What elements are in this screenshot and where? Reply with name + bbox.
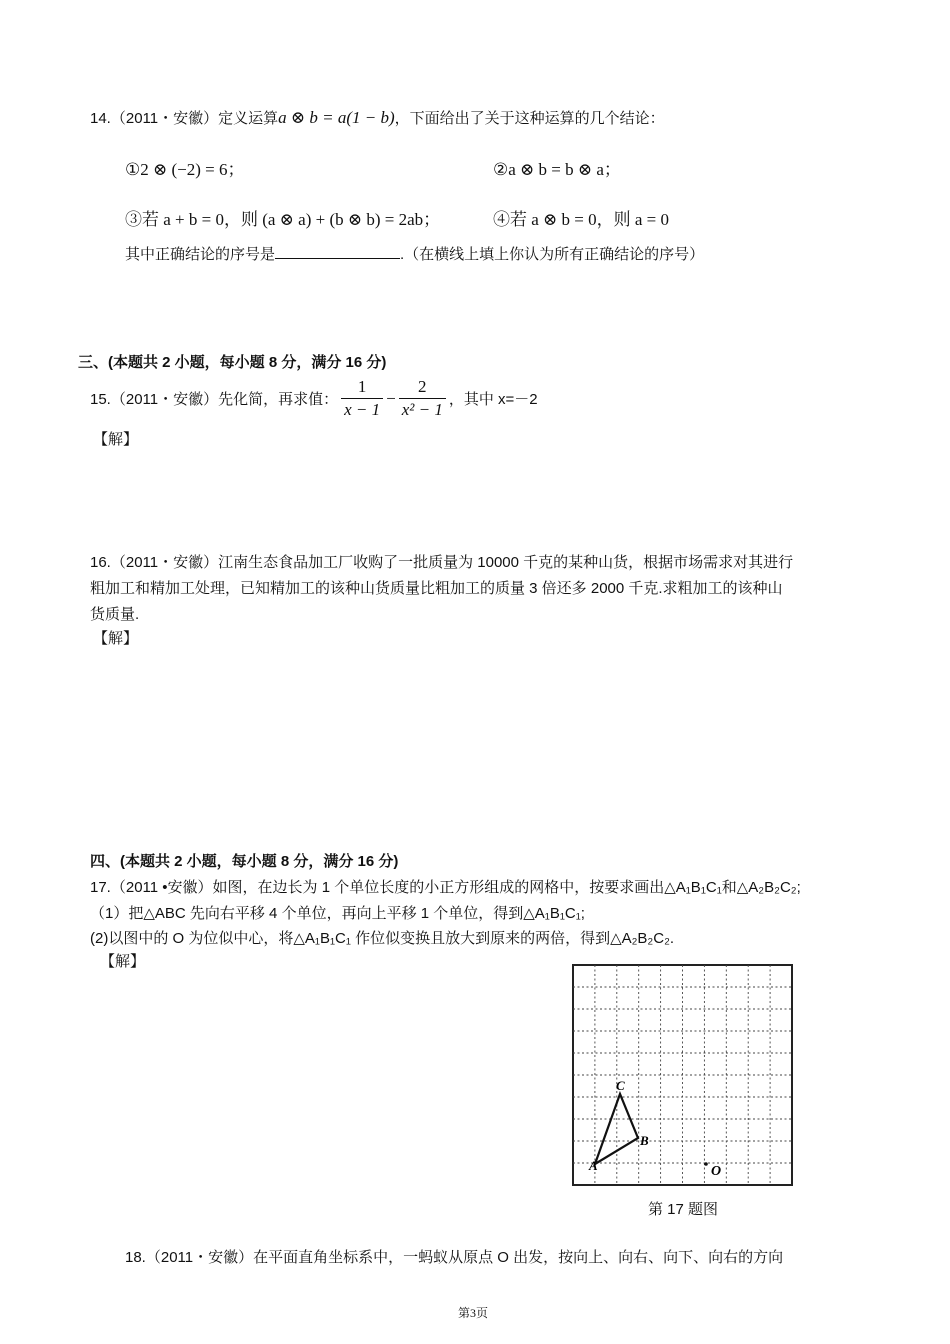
q14-prefix: 14.（2011・安徽）定义运算 — [90, 110, 279, 127]
q15-fraction-1 — [341, 378, 383, 419]
q14-statement — [90, 107, 665, 128]
q16-line-1: 16.（2011・安徽）江南生态食品加工厂收购了一批质量为 10000 千克的某种山货，根据市场需求对其进行 — [90, 554, 794, 571]
q15-minus-sign: − — [386, 388, 396, 408]
section-4-heading: 四、(本题共 2 小题，每小题 8 分，满分 16 分) — [90, 853, 399, 870]
q17-line-1: 17.（2011 •安徽）如图，在边长为 1 个单位长度的小正方形组成的网格中，按要求画出△A₁B₁C₁和△A₂B₂C₂; — [90, 879, 801, 896]
q14-answer-prefix: 其中正确结论的序号是 — [125, 246, 276, 263]
q17-label-a: A — [589, 1158, 598, 1173]
q17-grid-figure — [570, 962, 795, 1188]
q15-fraction-1-numerator: 1 — [341, 378, 383, 399]
q14-conclusion-2: ②a ⊗ b = b ⊗ a； — [493, 160, 621, 179]
q14-conclusion-1: ①2 ⊗ (−2) = 6； — [125, 160, 245, 179]
page-number: 第3页 — [458, 1306, 489, 1320]
q17-point-o — [704, 1162, 708, 1166]
section-3-heading: 三、(本题共 2 小题，每小题 8 分，满分 16 分) — [78, 354, 387, 371]
q14-definition: a ⊗ b = a(1 − b) — [278, 108, 395, 127]
q17-line-3: (2)以图中的 O 为位似中心，将△A₁B₁C₁ 作位似变换且放大到原来的两倍，得到△A₂B₂C₂. — [90, 930, 675, 947]
q15-fraction-2-denominator: x² − 1 — [401, 400, 443, 419]
q17-solution-label: 【解】 — [100, 953, 146, 970]
q15-fraction-1-denominator: x − 1 — [344, 400, 381, 419]
q17-label-c: C — [616, 1078, 625, 1093]
q15-fraction-2-numerator: 2 — [399, 378, 446, 399]
q16-solution-label: 【解】 — [93, 630, 139, 647]
q17-figure-caption: 第 17 题图 — [648, 1201, 719, 1218]
q15-suffix: ，其中 x=－2 — [448, 391, 538, 408]
q15-statement — [90, 378, 538, 419]
q14-conclusion-4: ④若 a ⊗ b = 0，则 a = 0 — [493, 210, 670, 229]
q14-conclusion-3: ③若 a + b = 0，则 (a ⊗ a) + (b ⊗ b) = 2ab； — [125, 210, 441, 229]
q15-solution-label: 【解】 — [93, 431, 139, 448]
q16-line-3: 货质量. — [90, 606, 140, 623]
q16-line-2: 粗加工和精加工处理，已知精加工的该种山货质量比粗加工的质量 3 倍还多 2000 千克.求粗加工的该种山 — [90, 580, 783, 597]
q15-prefix: 15.（2011・安徽）先化简，再求值： — [90, 391, 339, 408]
q17-label-b: B — [640, 1133, 649, 1148]
q15-fraction-2 — [399, 378, 446, 419]
q14-answer-blank[interactable] — [275, 244, 400, 259]
q14-answer-line — [125, 243, 704, 264]
q17-line-2: （1）把△ABC 先向右平移 4 个单位，再向上平移 1 个单位，得到△A₁B₁C₁; — [90, 905, 585, 922]
q17-label-o: O — [711, 1164, 722, 1179]
q18-line-1: 18.（2011・安徽）在平面直角坐标系中，一蚂蚁从原点 O 出发，按向上、向右、向下、向右的方向 — [125, 1249, 784, 1266]
q14-suffix: ，下面给出了关于这种运算的几个结论： — [394, 110, 665, 127]
q14-answer-suffix: .（在横线上填上你认为所有正确结论的序号） — [400, 246, 705, 263]
